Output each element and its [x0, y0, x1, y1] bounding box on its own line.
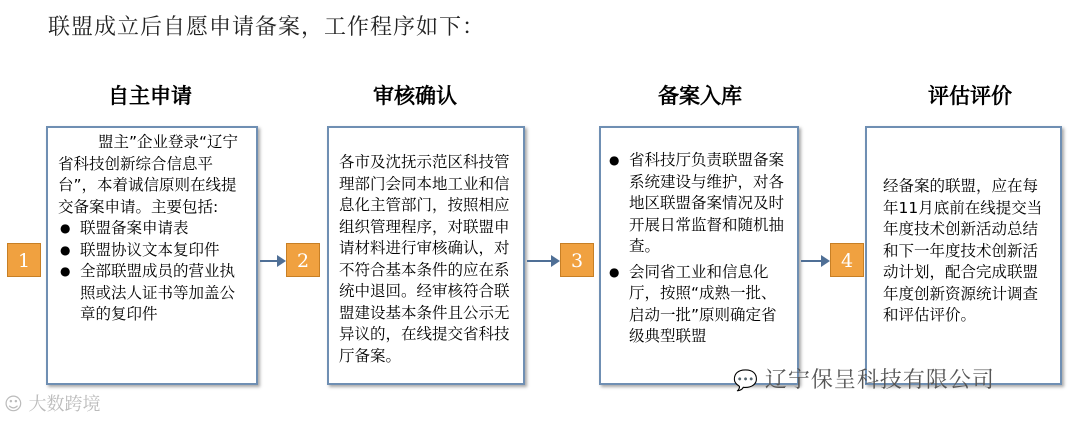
step-2-number-badge: 2 — [286, 243, 320, 277]
intro-text: 联盟成立后自愿申请备案，工作程序如下： — [48, 15, 486, 40]
step-1-bullet-3: ● 全部联盟成员的营业执照或法人证书等加盖公章的复印件 — [58, 261, 246, 326]
arrow-3-to-4 — [801, 260, 828, 262]
step-2-title: 审核确认 — [373, 84, 457, 108]
step-1-text: 盟主”企业登录“辽宁省科技创新综合信息平台”，本着诚信原则在线提交备案申请。主要包括: — [58, 133, 239, 216]
watermark-source-text: 大数跨境 — [28, 394, 101, 415]
arrow-1-to-2 — [260, 260, 284, 262]
watermark-company-text: 辽宁保呈科技有限公司 — [764, 368, 995, 393]
arrow-2-to-3 — [527, 260, 558, 262]
step-1-box — [46, 126, 258, 385]
watermark-logo-icon: ☺ — [4, 394, 29, 415]
step-1-title: 自主申请 — [108, 84, 192, 108]
watermark-company — [733, 363, 995, 394]
step-1-number-badge: 1 — [7, 243, 41, 277]
step-3-bullet-2: ● 会同省工业和信息化厅，按照“成熟一批、启动一批”原则确定省级典型联盟 — [607, 262, 789, 348]
step-2-text: 各市及沈抚示范区科技管理部门会同本地工业和信息化主管部门，按照相应组织管理程序，对联盟申请材料进行审核确认，对不符合基本条件的应在系统中退回。经审核符合联盟建设基本条件且公示无异议的，在线提交省科技厅备案。 — [339, 153, 510, 365]
step-4-title: 评估评价 — [928, 84, 1012, 108]
step-3-bullet-1: ● 省科技厅负责联盟备案系统建设与维护，对各地区联盟备案情况及时开展日常监督和随机抽查。 — [607, 150, 789, 258]
step-3-title: 备案入库 — [658, 84, 742, 108]
step-1-bullet-1: ● 联盟备案申请表 — [58, 218, 246, 240]
step-1-list — [58, 218, 246, 326]
step-1-bullet-2: ● 联盟协议文本复印件 — [58, 240, 246, 262]
watermark-source — [4, 390, 101, 416]
step-3-number-badge: 3 — [560, 243, 594, 277]
step-4-text: 经备案的联盟，应在每年11月底前在线提交当年度技术创新活动总结和下一年度技术创新活动计划，配合完成联盟年度创新资源统计调查和评估评价。 — [883, 177, 1043, 324]
step-4-number-badge: 4 — [830, 243, 864, 277]
step-4-box — [865, 126, 1062, 385]
step-3-box — [599, 126, 799, 385]
wechat-icon: 💬 — [733, 368, 759, 392]
step-3-list — [607, 150, 789, 348]
step-2-box — [327, 126, 525, 385]
